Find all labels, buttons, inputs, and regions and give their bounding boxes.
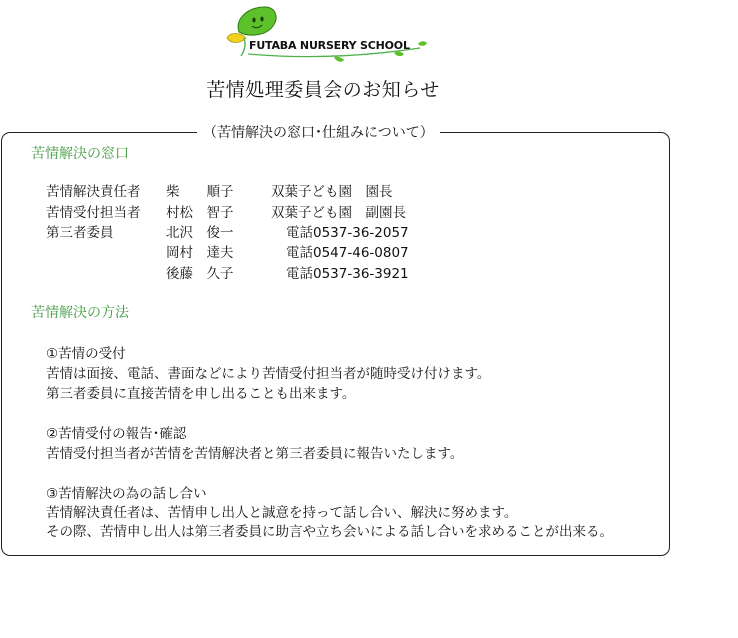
- page-title: 苦情処理委員会のお知らせ: [206, 79, 440, 101]
- contact-name: 村松 智子: [166, 205, 234, 221]
- panel-caption: （苦情解決の窓口･仕組みについて）: [197, 122, 440, 142]
- step-title: ②苦情受付の報告･確認: [46, 426, 187, 442]
- contact-name: 後藤 久子: [166, 266, 234, 282]
- contact-name: 柴 順子: [166, 184, 234, 200]
- school-logo: [224, 4, 430, 68]
- contact-affiliation: 双葉子ども園 副園長: [271, 205, 406, 221]
- step-text: その際、苦情申し出人は第三者委員に助言や立ち会いによる話し合いを求めることが出来る。: [46, 524, 613, 540]
- contact-name: 岡村 達夫: [166, 245, 234, 261]
- step-text: 苦情受付担当者が苦情を苦情解決者と第三者委員に報告いたします。: [46, 446, 464, 462]
- contact-name: 北沢 俊一: [166, 225, 234, 241]
- contact-phone: 電話0537-36-3921: [286, 266, 409, 282]
- contact-role: 苦情解決責任者: [46, 184, 141, 200]
- contact-affiliation: 双葉子ども園 園長: [271, 184, 393, 200]
- contact-role: 苦情受付担当者: [46, 205, 141, 221]
- contact-phone: 電話0537-36-2057: [286, 225, 409, 241]
- logo-text: FUTABA NURSERY SCHOOL: [249, 39, 410, 52]
- section-heading-method: 苦情解決の方法: [31, 305, 129, 321]
- step-text: 苦情は面接、電話、書面などにより苦情受付担当者が随時受け付けます。: [46, 366, 491, 382]
- step-title: ①苦情の受付: [46, 346, 126, 362]
- step-text: 苦情解決責任者は、苦情申し出人と誠意を持って話し合い、解決に努めます。: [46, 505, 518, 521]
- step-text: 第三者委員に直接苦情を申し出ることも出来ます。: [46, 386, 356, 402]
- contact-phone: 電話0547-46-0807: [286, 245, 409, 261]
- step-title: ③苦情解決の為の話し合い: [46, 486, 207, 502]
- section-heading-contact: 苦情解決の窓口: [31, 146, 129, 162]
- leaf-logo-icon: [224, 4, 430, 68]
- contact-role: 第三者委員: [46, 225, 114, 241]
